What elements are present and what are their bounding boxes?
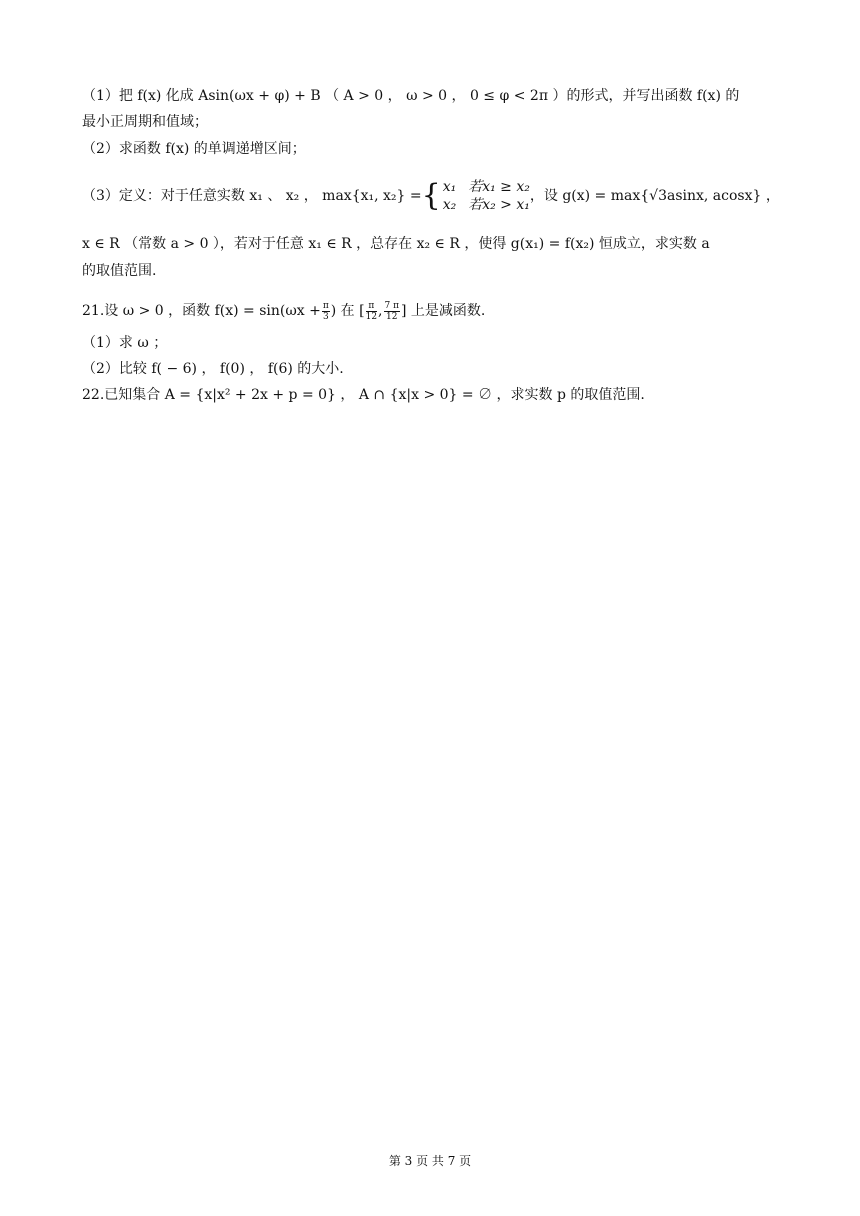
q20-part3-prefix: （3）定义：对于任意实数 x₁ 、 x₂ ， max{x₁, x₂} = <box>82 188 422 204</box>
q20-part2: （2）求函数 f(x) 的单调递增区间； <box>82 141 306 157</box>
q21-part1: （1）求 ω ； <box>82 335 168 351</box>
interval-comma: , <box>378 303 383 319</box>
q21-stem <box>82 298 782 324</box>
q22-stem: 22.已知集合 A = {x|x² + 2x + p = 0} ， A ∩ {x|x > 0} = ∅ ，求实数 p 的取值范围. <box>82 387 645 403</box>
q20-part3-line2: x ∈ R （常数 a > 0 ），若对于任意 x₁ ∈ R ，总存在 x₂ ∈ R ，使得 g(x₁) = f(x₂) 恒成立，求实数 a <box>82 236 710 252</box>
q20-part1-line2: 最小正周期和值域； <box>82 114 208 130</box>
q21-stem-c: ] 上是减函数. <box>401 303 486 319</box>
q21-stem-b: ) 在 [ <box>330 303 365 319</box>
case2-condition: 若x₂ > x₁ <box>468 197 530 213</box>
piecewise-cases <box>443 178 530 214</box>
fraction-7pi-over-12: $\frac{7 \pi}{12}$ <box>384 300 400 322</box>
case2-value: x₂ <box>442 197 457 213</box>
q20-part3-suffix: ，设 g(x) = max{√3asinx, acosx} ， <box>529 188 780 204</box>
q21-stem-a: 21.设 ω > 0 ，函数 f(x) = sin(ωx + <box>82 303 321 319</box>
q20-part3-line1 <box>82 178 782 214</box>
q20-part3-line3: 的取值范围. <box>82 263 157 279</box>
fraction-pi-over-3: $\frac{\pi}{3}$ <box>322 300 329 322</box>
case1-value: x₁ <box>442 179 457 195</box>
case1-condition: 若x₁ ≥ x₂ <box>468 179 530 195</box>
q21-part2: （2）比较 f( − 6) ， f(0) ， f(6) 的大小. <box>82 361 344 377</box>
q20-part1-line1: （1）把 f(x) 化成 Asin(ωx + φ) + B （ A > 0 ， ω > 0 ， 0 ≤ φ < 2π ）的形式，并写出函数 f(x) 的 <box>82 88 740 104</box>
page-footer: 第 3 页 共 7 页 <box>388 1154 472 1168</box>
cases-brace: { <box>421 178 441 213</box>
fraction-pi-over-12: $\frac{\pi}{12}$ <box>365 300 378 322</box>
